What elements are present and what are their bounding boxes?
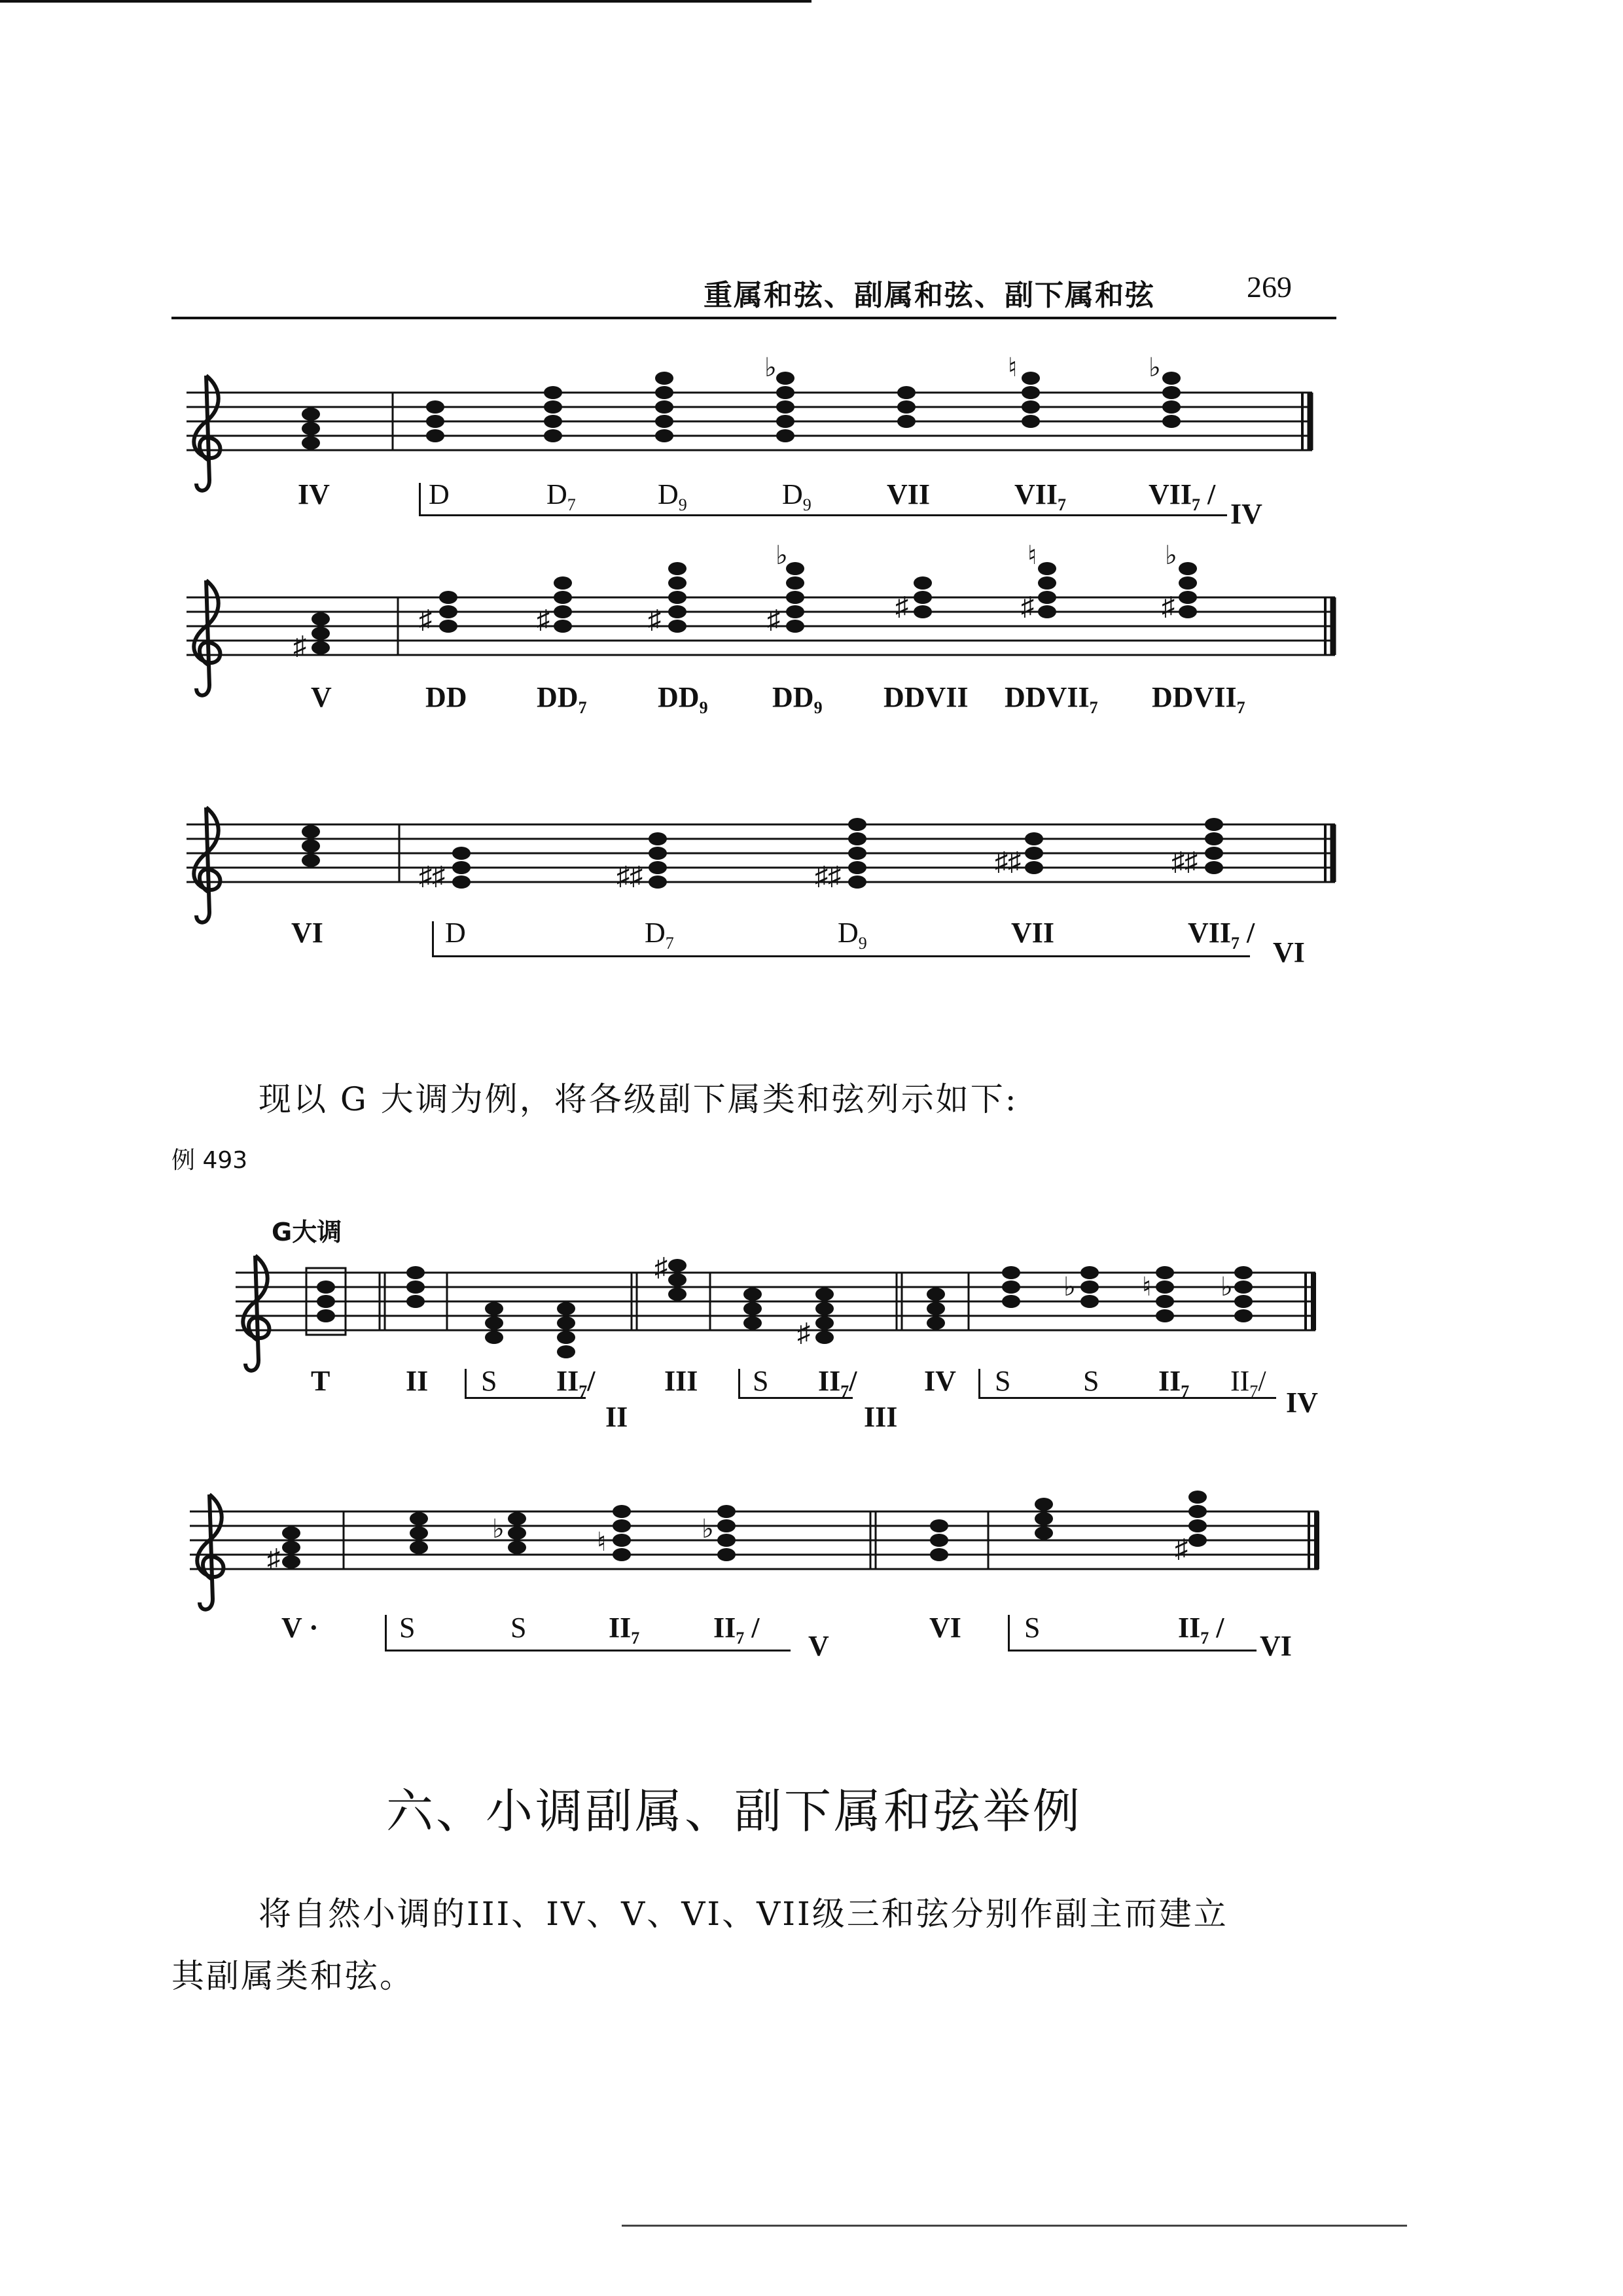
bracket-start — [419, 483, 421, 516]
chord-label: $II_7$ / — [713, 1612, 760, 1648]
chord-label — [546, 478, 576, 515]
chord-label: III — [864, 1401, 898, 1433]
label-subscript: 7 — [1058, 495, 1067, 514]
label-text: II — [713, 1612, 736, 1644]
bracket-start — [432, 921, 434, 957]
svg-text:♮: ♮ — [1142, 1272, 1152, 1301]
svg-text:♯♯: ♯♯ — [1171, 847, 1198, 876]
svg-text:♭: ♭ — [492, 1514, 505, 1544]
label-text: D — [782, 478, 803, 510]
chord-label — [1014, 478, 1066, 515]
chord-label: $II_7/$ — [1230, 1365, 1266, 1401]
chord-label — [645, 916, 674, 953]
chord-label: VI — [291, 917, 323, 949]
label-subscript: 7 — [631, 1628, 640, 1648]
svg-text:♯: ♯ — [1162, 592, 1175, 621]
chord-label: V · — [281, 1612, 319, 1644]
chord-label: $II_7$ / — [1178, 1612, 1224, 1648]
chord-label: DD — [425, 681, 467, 713]
label-text: DD — [772, 681, 814, 713]
page-number: 269 — [1247, 270, 1292, 304]
chord-label: $VII_7$ / — [1188, 917, 1255, 953]
staff-system-1 — [187, 353, 1312, 491]
svg-text:♯: ♯ — [1021, 592, 1034, 621]
chord-label: S — [1083, 1365, 1099, 1397]
chord-label: D — [429, 478, 450, 510]
label-subscript: 7 — [736, 1628, 745, 1648]
svg-text:♭: ♭ — [776, 540, 788, 570]
label-subscript: 7 — [665, 933, 674, 953]
chord-label: II — [406, 1365, 429, 1397]
staff-system-5 — [190, 1491, 1319, 1610]
label-subscript: 9 — [699, 698, 708, 717]
label-text: VII — [1149, 478, 1192, 510]
svg-text:♮: ♮ — [1008, 353, 1018, 382]
staff-system-4 — [236, 1252, 1315, 1371]
svg-text:♯♯: ♯♯ — [995, 847, 1021, 876]
svg-text:♮: ♮ — [597, 1527, 607, 1557]
label-text: II — [556, 1365, 579, 1397]
chord-label — [1152, 680, 1245, 718]
svg-text:♯: ♯ — [1175, 1534, 1188, 1563]
chord-label: DDVII — [883, 681, 969, 713]
intro-text: 现以 G 大调为例，将各级副下属类和弦列示如下: — [259, 1080, 1018, 1118]
label-subscript: 7 — [1200, 1628, 1209, 1648]
label-subscript: 9 — [813, 698, 823, 717]
svg-text:♯: ♯ — [293, 631, 306, 660]
chord-label: VII — [887, 478, 931, 510]
label-text: V — [281, 1612, 302, 1644]
chord-label: IV — [924, 1365, 956, 1397]
chord-label: T — [311, 1365, 330, 1397]
label-subscript: 9 — [802, 495, 812, 514]
bracket-start — [385, 1615, 387, 1651]
svg-text:♭: ♭ — [1149, 353, 1161, 382]
label-text: D — [645, 917, 666, 949]
svg-text:♯♯: ♯♯ — [419, 861, 445, 891]
running-header: 重属和弦、副属和弦、副下属和弦 — [704, 279, 1155, 312]
svg-text:♯: ♯ — [267, 1544, 280, 1573]
key-label: G大调 — [272, 1218, 342, 1246]
chord-label: S — [1024, 1612, 1041, 1644]
bracket-line — [419, 514, 1227, 516]
chord-label: $VII_7$ / — [1149, 478, 1216, 514]
chord-label: II — [605, 1401, 628, 1433]
chord-label: $II_7/$ — [818, 1365, 857, 1401]
bracket-line — [1008, 1650, 1257, 1651]
svg-text:♯♯: ♯♯ — [616, 861, 643, 891]
label-subscript: 7 — [1231, 933, 1240, 953]
chord-label — [537, 680, 587, 718]
label-subscript: 7 — [1249, 1381, 1258, 1401]
chord-label — [658, 478, 687, 515]
paragraph-line-1: 将自然小调的III、IV、V、VI、VII级三和弦分别作副主而建立 — [259, 1895, 1228, 1933]
label-subscript: 7 — [579, 1381, 588, 1401]
chord-label: S — [753, 1365, 769, 1397]
svg-text:♯: ♯ — [648, 605, 661, 634]
paragraph-line-2: 其副属类和弦。 — [171, 1957, 414, 1995]
label-text: VII — [1014, 478, 1058, 510]
label-subscript: 7 — [1181, 1381, 1190, 1401]
chord-label — [1158, 1364, 1189, 1402]
svg-text:♯: ♯ — [797, 1318, 810, 1347]
chord-label: VI — [929, 1612, 961, 1644]
chord-label — [782, 478, 812, 515]
chord-label: IV — [1286, 1386, 1318, 1419]
label-text: D — [838, 917, 859, 949]
label-subscript: 7 — [1192, 495, 1201, 514]
chord-label: III — [664, 1365, 698, 1397]
svg-text:♯: ♯ — [654, 1252, 668, 1282]
svg-text:♭: ♭ — [1063, 1272, 1076, 1301]
chord-label — [1005, 680, 1098, 718]
svg-text:♭: ♭ — [702, 1514, 714, 1544]
chord-label: V — [808, 1630, 829, 1662]
svg-text:♭: ♭ — [1221, 1272, 1233, 1301]
label-text: II — [609, 1612, 632, 1644]
chord-label — [772, 680, 823, 718]
svg-text:♯: ♯ — [767, 605, 780, 634]
chord-label — [838, 916, 867, 953]
bracket-start — [1008, 1615, 1010, 1651]
svg-text:♯♯: ♯♯ — [815, 861, 841, 891]
label-subscript: 9 — [678, 495, 687, 514]
example-label: 例 493 — [171, 1147, 248, 1174]
chord-label: VII — [1011, 917, 1055, 949]
staff-system-3 — [187, 807, 1335, 923]
label-text: II — [1230, 1365, 1250, 1397]
label-text: II — [818, 1365, 841, 1397]
chord-label: IV — [1230, 498, 1262, 530]
chord-label: V — [311, 681, 332, 713]
scan-edge-line-bottom — [622, 2225, 1407, 2227]
chord-label: S — [481, 1365, 497, 1397]
svg-text:♭: ♭ — [1165, 540, 1177, 570]
label-subscript: 7 — [840, 1381, 849, 1401]
svg-text:♯: ♯ — [419, 605, 432, 634]
label-text: DD — [537, 681, 579, 713]
label-text: DD — [658, 681, 700, 713]
svg-text:♭: ♭ — [764, 353, 777, 382]
chord-label: S — [995, 1365, 1011, 1397]
label-subscript: 7 — [1089, 698, 1098, 717]
bracket-start — [465, 1369, 467, 1398]
chord-label: S — [399, 1612, 416, 1644]
label-text: VII — [1188, 917, 1232, 949]
chord-label: VI — [1273, 936, 1305, 968]
bracket-line — [432, 955, 1250, 957]
chord-label: $II_7/$ — [556, 1365, 596, 1401]
label-text: DDVII — [1152, 681, 1237, 713]
label-subscript: 9 — [858, 933, 867, 953]
label-text: D — [546, 478, 567, 510]
svg-text:♯: ♯ — [537, 605, 550, 634]
bracket-start — [978, 1369, 980, 1398]
bracket-start — [738, 1369, 740, 1398]
bracket-line — [385, 1650, 791, 1651]
label-text: II — [1158, 1365, 1181, 1397]
label-text: II — [1178, 1612, 1201, 1644]
chord-label — [658, 680, 708, 718]
staff-system-2 — [187, 540, 1335, 696]
label-text: DDVII — [1005, 681, 1090, 713]
section-title: 六、小调副属、副下属和弦举例 — [386, 1784, 1083, 1839]
label-subscript: 7 — [1236, 698, 1245, 717]
svg-text:♯: ♯ — [895, 592, 908, 621]
chord-label: D — [445, 917, 466, 949]
chord-label — [609, 1611, 639, 1648]
label-subscript: 7 — [567, 495, 576, 514]
label-text: D — [658, 478, 679, 510]
chord-label: S — [510, 1612, 527, 1644]
svg-text:♮: ♮ — [1027, 540, 1037, 570]
chord-label: IV — [298, 478, 330, 510]
chord-label: VI — [1260, 1630, 1292, 1662]
label-subscript: 7 — [578, 698, 587, 717]
